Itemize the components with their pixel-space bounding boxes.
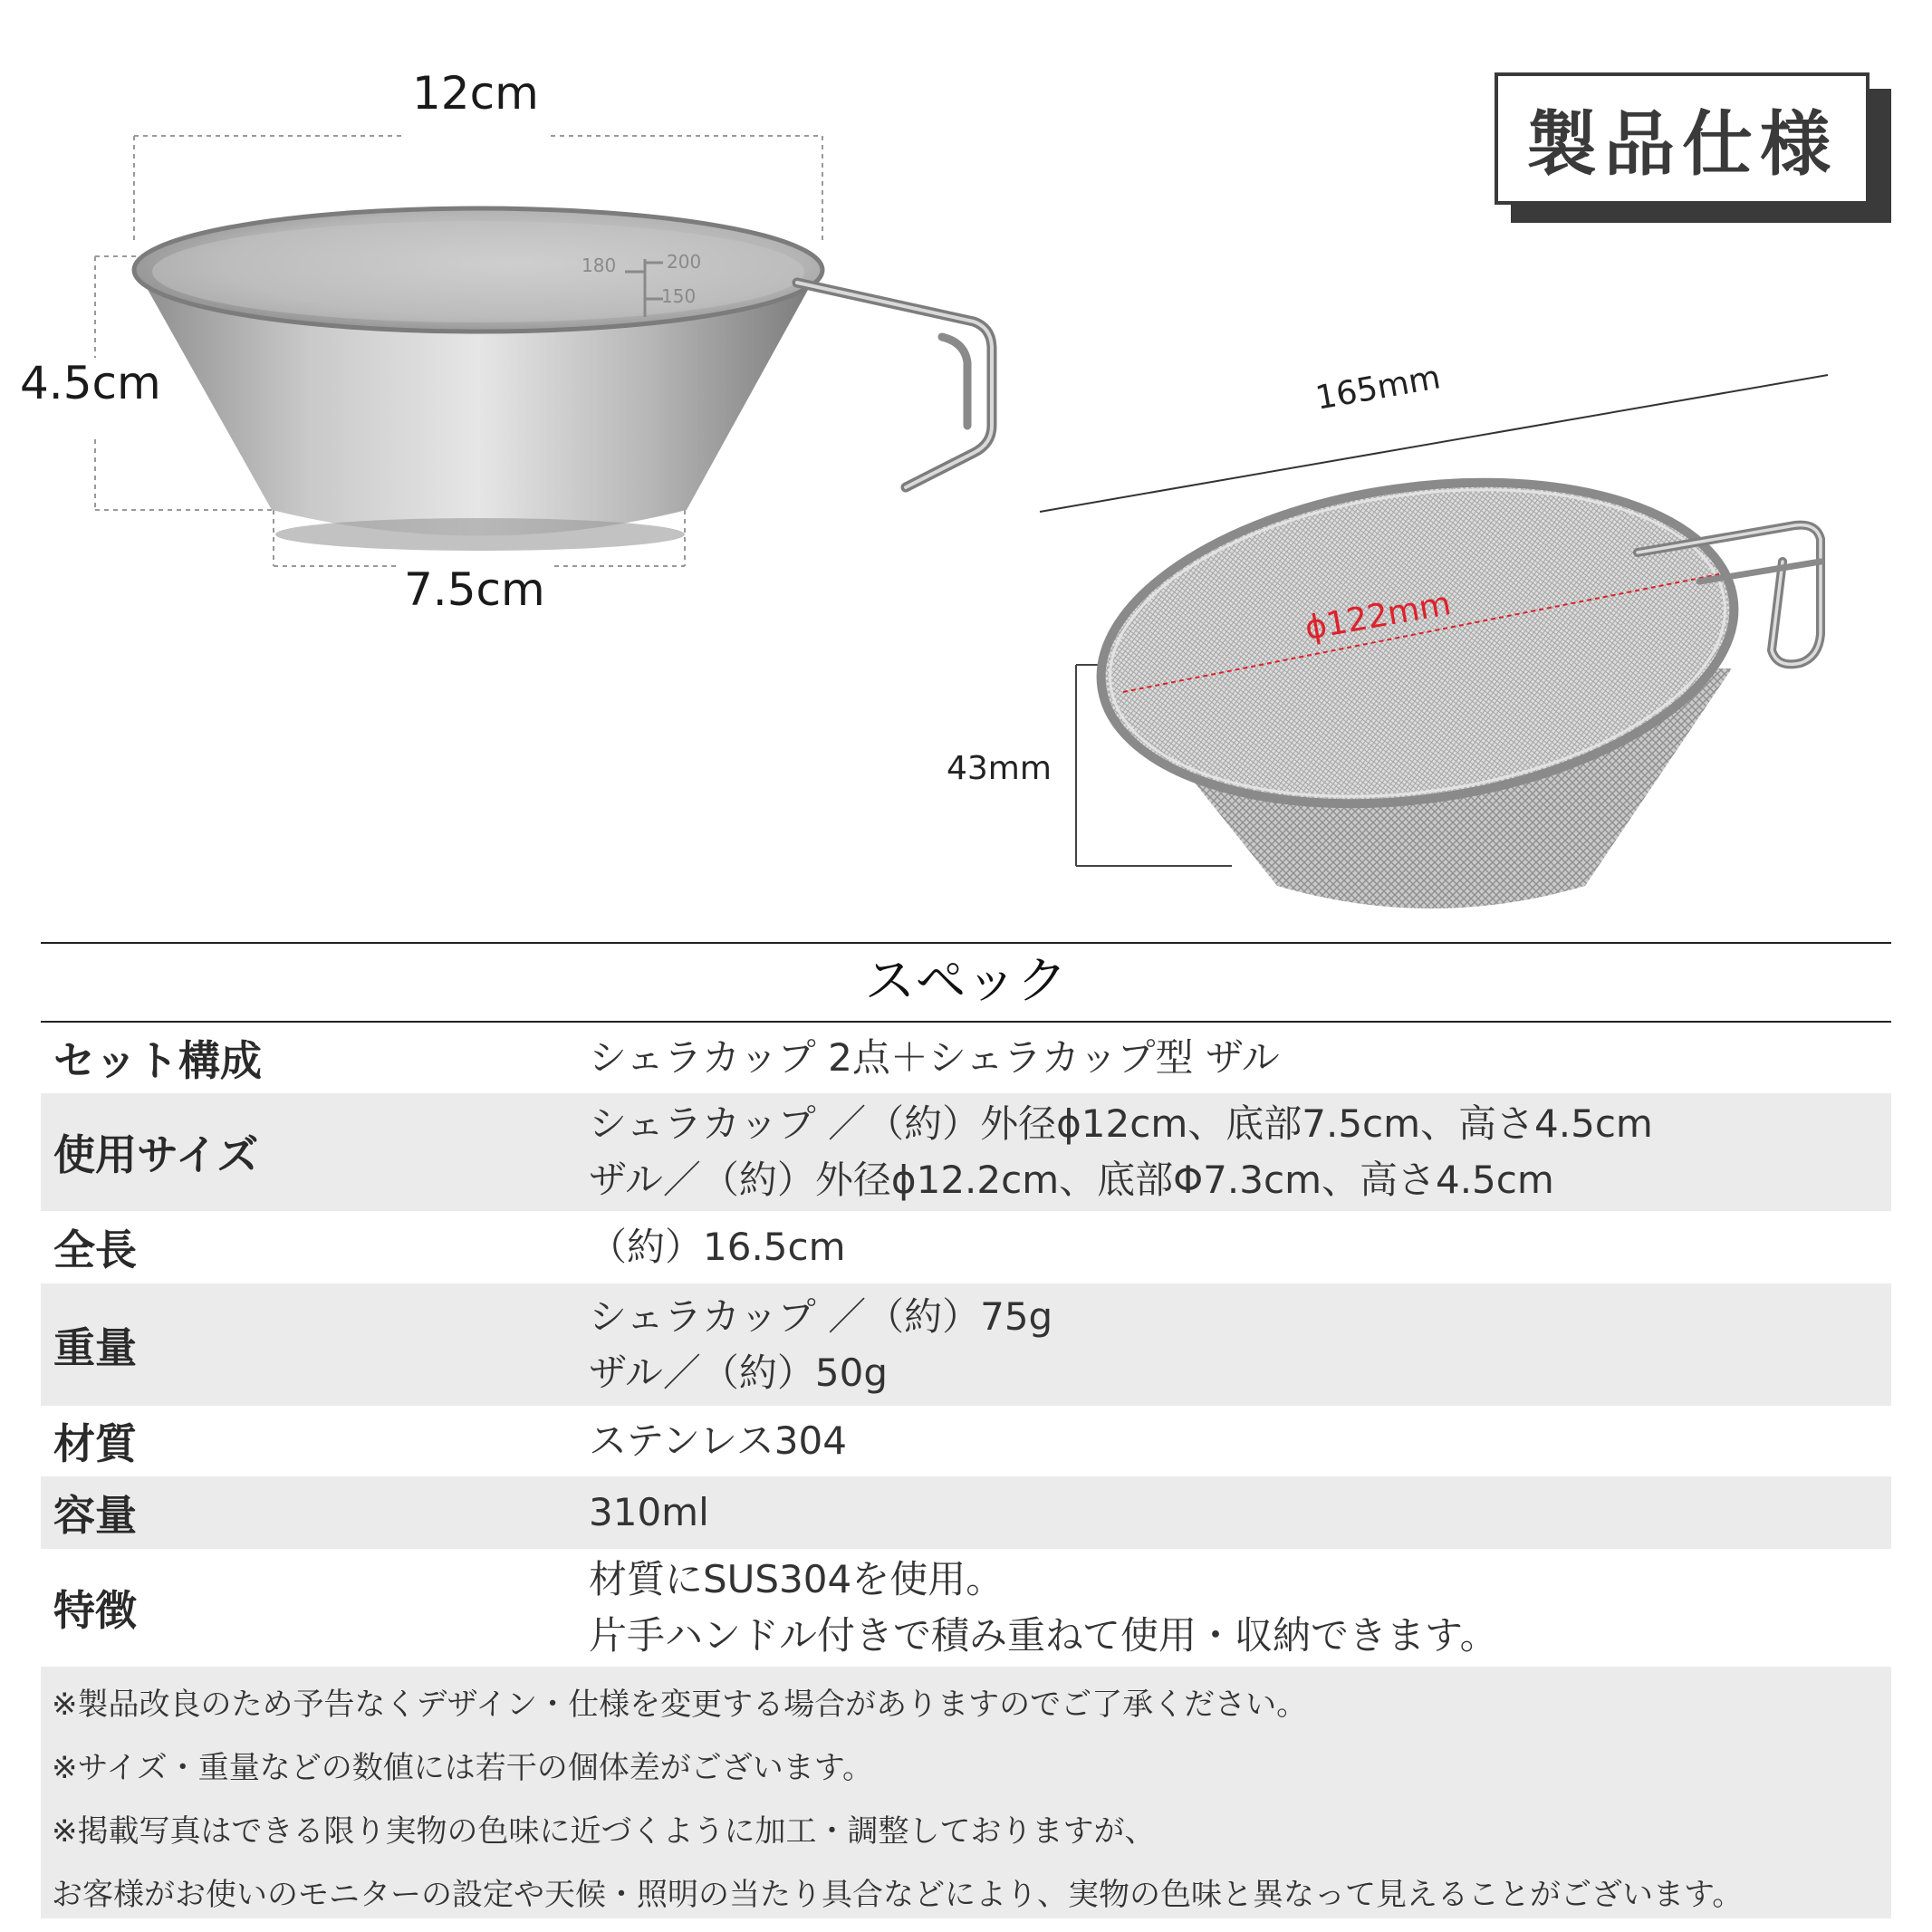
spec-value [589, 1283, 1053, 1406]
spec-value [589, 1406, 847, 1476]
spec-value-line: （約）16.5cm [589, 1225, 846, 1269]
cup-width-label: 12cm [412, 67, 539, 120]
spec-value-line: 310ml [589, 1490, 709, 1534]
spec-row-set [41, 1023, 1891, 1093]
note-line: ※掲載写真はできる限り実物の色味に近づくように加工・調整しておりますが、 [52, 1813, 1156, 1850]
spec-value-line: 片手ハンドル付きで積み重ねて使用・収納できます。 [589, 1613, 1498, 1658]
spec-value [589, 1211, 846, 1283]
spec-row-weight [41, 1283, 1891, 1406]
cup-height-label: 4.5cm [20, 357, 161, 409]
note-line: ※製品改良のため予告なくデザイン・仕様を変更する場合がありますのでご了承ください。 [52, 1687, 1308, 1723]
note-line: ※サイズ・重量などの数値には若干の個体差がございます。 [52, 1750, 874, 1786]
note-line: お客様がお使いのモニターの設定や天候・照明の当たり具合などにより、実物の色味と異なって見えることがございます。 [52, 1877, 1744, 1913]
spec-heading: スペック [864, 952, 1068, 1011]
spec-row-length [41, 1211, 1891, 1283]
title-badge-text: 製品仕様 [1525, 104, 1838, 186]
spec-row-material [41, 1406, 1891, 1476]
spec-value-line: シェラカップ ／（約）75g [589, 1293, 1053, 1339]
spec-value [589, 1093, 1653, 1211]
cup-scale-label: 180 [582, 255, 617, 276]
spec-row-capacity [41, 1476, 1891, 1549]
sierra-cup-illustration [0, 0, 1087, 634]
spec-row-features [41, 1549, 1891, 1667]
spec-row-size [41, 1093, 1891, 1211]
spec-value [589, 1549, 1498, 1667]
spec-notes [41, 1667, 1891, 1918]
spec-value-line: ステンレス304 [589, 1418, 847, 1463]
strainer-length-label: 165mm [1312, 359, 1444, 418]
spec-value-line: ザル／（約）50g [589, 1350, 889, 1395]
spec-value-line: ザル／（約）外径ϕ12.2cm、底部Φ7.3cm、高さ4.5cm [589, 1158, 1554, 1202]
strainer-illustration [996, 344, 1932, 942]
cup-scale-label: 200 [667, 251, 702, 273]
spec-value-line: シェラカップ 2点＋シェラカップ型 ザル [589, 1035, 1280, 1080]
cup-base-label: 7.5cm [404, 563, 545, 616]
spec-value-line: 材質にSUS304を使用。 [589, 1557, 1004, 1601]
cup-scale-label: 150 [661, 285, 697, 307]
spec-value [589, 1476, 709, 1549]
strainer-height-label: 43mm [947, 750, 1052, 787]
spec-label: 使用サイズ [53, 1130, 259, 1179]
spec-label: 容量 [53, 1491, 137, 1540]
spec-label: セット構成 [53, 1036, 262, 1085]
spec-value-line: シェラカップ ／（約）外径ϕ12cm、底部7.5cm、高さ4.5cm [589, 1101, 1653, 1146]
spec-label: 特徴 [53, 1586, 137, 1635]
spec-label: 全長 [53, 1226, 137, 1274]
spec-top-rule [41, 942, 1891, 944]
spec-value [589, 1023, 1280, 1093]
spec-label: 材質 [53, 1419, 137, 1468]
spec-label: 重量 [53, 1322, 137, 1372]
strainer-diameter-label: ϕ122mm [1302, 585, 1454, 648]
title-badge [1495, 72, 1870, 205]
